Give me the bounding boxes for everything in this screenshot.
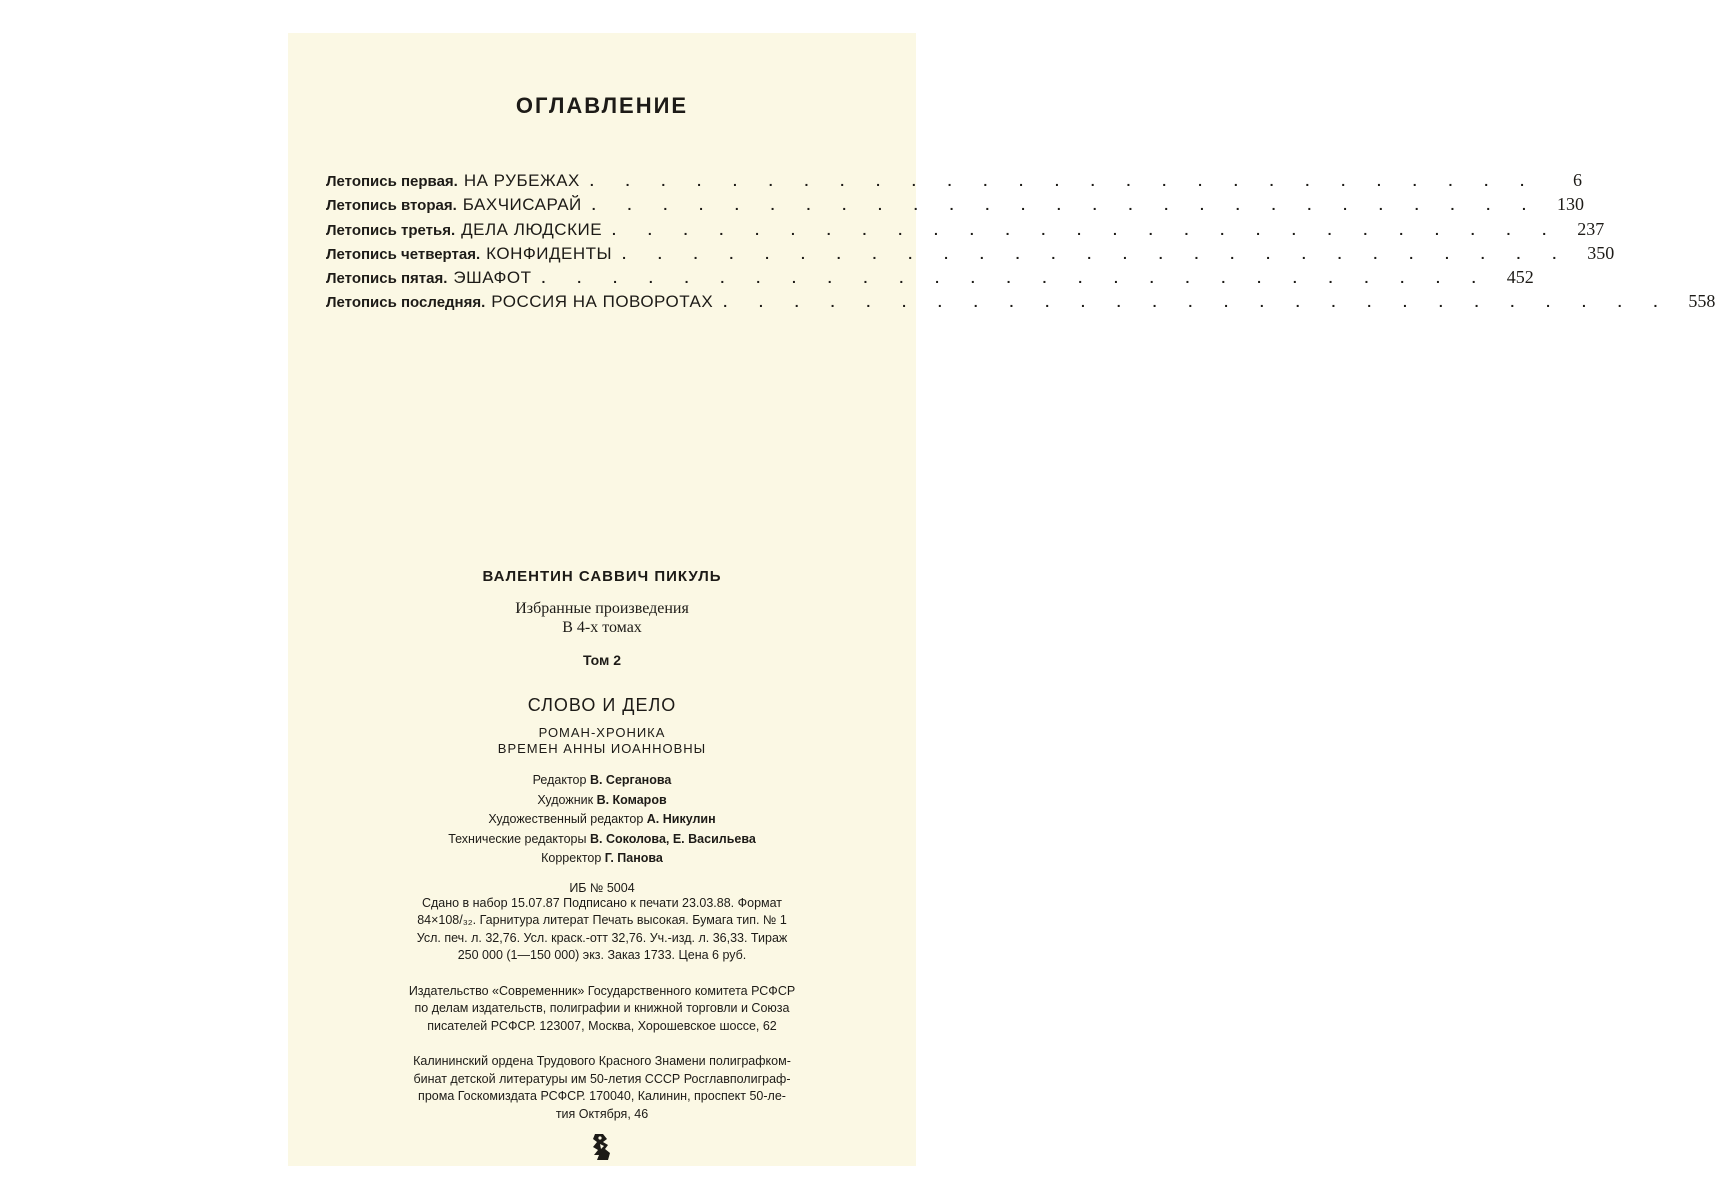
toc-entry-label: Летопись третья. — [326, 221, 456, 239]
toc-heading: ОГЛАВЛЕНИЕ — [515, 93, 689, 118]
toc-entry-title: ДЕЛА ЛЮДСКИЕ — [461, 219, 603, 239]
subtitle-line: ВРЕМЕН АННЫ ИОАННОВНЫ — [497, 741, 707, 756]
printing-details-line: Сдано в набор 15.07.87 Подписано к печати 23.03.88. Формат — [421, 895, 783, 910]
printing-details-line: Усл. печ. л. 32,76. Усл. краск.-отт 32,76. Уч.-изд. л. 36,33. Тираж — [416, 930, 788, 945]
toc-entry — [326, 170, 1582, 194]
printer-line: тия Октября, 46 — [555, 1106, 649, 1121]
toc-entry-title: РОССИЯ НА ПОВОРОТАХ — [491, 292, 714, 312]
credit-person: Г. Панова — [604, 851, 663, 865]
imprint-block — [288, 568, 916, 1163]
book-subtitle — [288, 725, 916, 757]
printer-logo-icon — [589, 1131, 615, 1163]
credit-line — [288, 810, 916, 830]
toc-entry-label: Летопись последняя. — [326, 294, 486, 312]
credit-role: Технические редакторы — [448, 831, 587, 846]
volume-number: Том 2 — [582, 652, 622, 668]
toc-entry-page: 350 — [1587, 242, 1615, 263]
printing-details-line: 84×108/₃₂. Гарнитура литерат Печать высокая. Бумага тип. № 1 — [417, 913, 787, 927]
printing-details — [382, 895, 822, 965]
toc-entry — [326, 218, 1605, 243]
printing-details-line: 250 000 (1—150 000) экз. Заказ 1733. Цена 6 руб. — [457, 948, 747, 962]
toc-leader-dots: . . . . . . . . . . . . . . . . . . . . . . . . . . . — [612, 221, 1561, 238]
toc-entry-title: ЭШАФОТ — [453, 268, 532, 288]
toc-list — [326, 170, 1715, 316]
toc-entry — [326, 267, 1534, 291]
toc-leader-dots: . . . . . . . . . . . . . . . . . . . . . . . . . . . — [589, 173, 1538, 189]
toc-entry-title: БАХЧИСАРАЙ — [462, 195, 582, 215]
toc-leader-dots: . . . . . . . . . . . . . . . . . . . . . . . . . . . — [591, 197, 1540, 214]
toc-entry-label: Летопись вторая. — [326, 197, 457, 215]
printer-line: прома Госкомиздата РСФСР. 170040, Калинин, проспект 50-ле- — [418, 1089, 786, 1103]
toc-entry — [326, 194, 1584, 218]
publisher-line: Издательство «Современник» Государственного комитета РСФСР — [408, 983, 796, 998]
toc-entry — [326, 291, 1715, 315]
credit-role: Корректор — [541, 851, 602, 865]
toc-entry-page: 130 — [1556, 194, 1584, 215]
toc-entry-title: КОНФИДЕНТЫ — [486, 243, 613, 263]
credit-person: В. Комаров — [596, 792, 667, 807]
edition-info — [288, 599, 916, 637]
credit-role: Художественный редактор — [488, 812, 644, 826]
credit-line — [288, 771, 916, 791]
toc-entry — [326, 242, 1615, 267]
toc-entry-label: Летопись пятая. — [326, 270, 448, 288]
credit-person: В. Соколова, Е. Васильева — [589, 831, 756, 846]
toc-entry-page: 237 — [1577, 218, 1605, 239]
edition-line: Избранные произведения — [515, 600, 689, 617]
toc-entry-title: НА РУБЕЖАХ — [463, 171, 580, 190]
book-title: СЛОВО И ДЕЛО — [527, 695, 677, 715]
printer-line: бинат детской литературы им 50-летия СССР Росглавполиграф- — [413, 1071, 791, 1086]
publisher-info — [382, 983, 822, 1036]
toc-leader-dots: . . . . . . . . . . . . . . . . . . . . . . . . . . . — [541, 270, 1490, 287]
toc-leader-dots: . . . . . . . . . . . . . . . . . . . . . . . . . . . — [723, 294, 1672, 311]
credit-role: Художник — [537, 792, 594, 807]
credit-line — [288, 830, 916, 850]
credits-list — [288, 771, 916, 869]
toc-leader-dots: . . . . . . . . . . . . . . . . . . . . . . . . . . . — [622, 245, 1571, 262]
credit-line — [288, 849, 916, 869]
toc-entry-page: 6 — [1572, 170, 1582, 190]
credit-person: А. Никулин — [646, 812, 716, 826]
publisher-line: писателей РСФСР. 123007, Москва, Хорошевское шоссе, 62 — [427, 1018, 777, 1033]
credit-role: Редактор — [532, 773, 587, 787]
book-page — [288, 33, 1715, 1166]
credit-line — [288, 791, 916, 811]
toc-entry-label: Летопись четвертая. — [326, 245, 481, 263]
toc-entry-page: 558 — [1688, 291, 1715, 312]
ib-number: ИБ № 5004 — [569, 880, 635, 895]
printer-info — [382, 1053, 822, 1123]
publisher-line: по делам издательств, полиграфии и книжной торговли и Союза — [414, 1001, 790, 1015]
subtitle-line: РОМАН-ХРОНИКА — [538, 725, 666, 740]
edition-line: В 4-х томах — [562, 619, 642, 636]
credit-person: В. Серганова — [589, 773, 672, 787]
printer-line: Калининский ордена Трудового Красного Знамени полиграфком- — [413, 1054, 791, 1068]
toc-entry-label: Летопись первая. — [326, 173, 458, 190]
toc-entry-page: 452 — [1506, 267, 1534, 288]
author-name: ВАЛЕНТИН САВВИЧ ПИКУЛЬ — [482, 568, 722, 585]
